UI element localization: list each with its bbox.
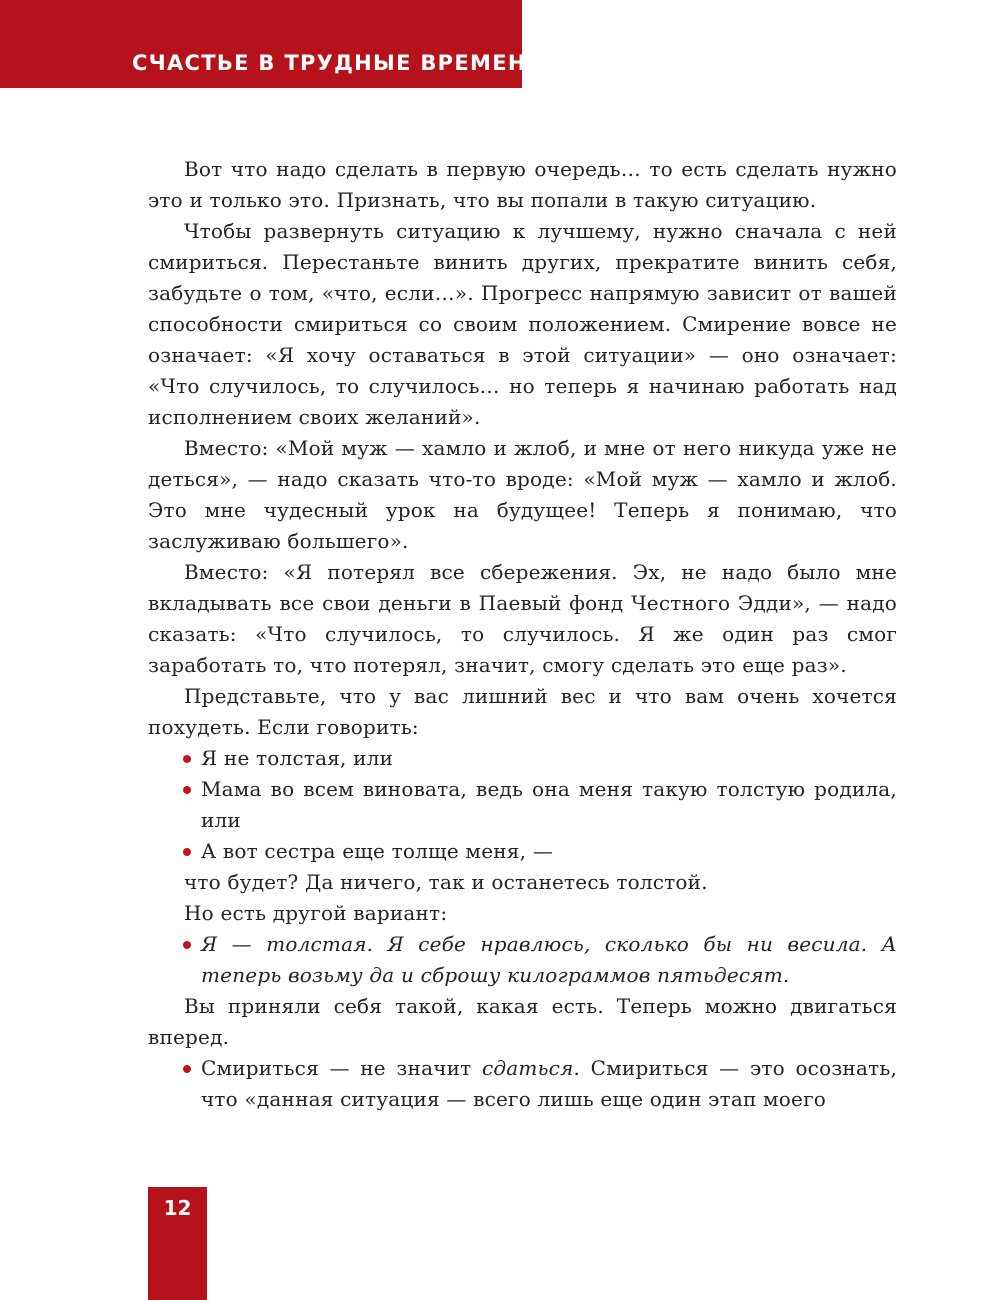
list-item-italic [148, 929, 897, 991]
bullet-dot-icon [183, 786, 191, 794]
bullet-dot-icon [183, 1065, 191, 1073]
paragraph-4: Вместо: «Я потерял все сбережения. Эх, не надо было мне вкладывать все свои деньги в Паевый фонд Честного Эдди», — надо сказать: «Что случилось, то случилось. Я же один раз смог заработать то, что потерял, значит, смогу сделать это еще раз». [148, 560, 897, 677]
paragraph-7: Но есть другой вариант: [184, 901, 448, 925]
list-item-text-emphasis: сдаться [482, 1056, 574, 1080]
paragraph-8: Вы приняли себя такой, какая есть. Теперь можно двигаться вперед. [148, 994, 897, 1049]
page-number: 12 [163, 1196, 192, 1220]
bullet-dot-icon [183, 755, 191, 763]
list-item-text: Я — толстая. Я себе нравлюсь, сколько бы ни весила. А теперь возьму да и сброшу килограммов пятьдесят. [201, 932, 897, 987]
list-item-text-part3: . Смириться — это осознать, что «данная ситуация — всего лишь еще один этап моего [201, 1056, 897, 1111]
list-item-text-part1: Смириться — не значит [201, 1056, 483, 1080]
page-body [148, 154, 897, 1115]
bullet-dot-icon [183, 848, 191, 856]
list-item [148, 774, 897, 836]
list-item-text: Мама во всем виновата, ведь она меня такую толстую родила, или [201, 777, 897, 832]
bullet-dot-icon [183, 941, 191, 949]
page-number-tab [148, 1187, 207, 1300]
list-item [148, 836, 897, 867]
paragraph-5: Представьте, что у вас лишний вес и что вам очень хочется похудеть. Если говорить: [148, 684, 897, 739]
list-item-text: Я не толстая, или [201, 746, 394, 770]
paragraph-3: Вместо: «Мой муж — хамло и жлоб, и мне от него никуда уже не деться», — надо сказать что-то вроде: «Мой муж — хамло и жлоб. Это мне чудесный урок на будущее! Теперь я понимаю, что заслуживаю большего». [148, 436, 897, 553]
paragraph-1: Вот что надо сделать в первую очередь… то есть сделать нужно это и только это. Признать, что вы попали в такую ситуацию. [148, 157, 897, 212]
paragraph-6: что будет? Да ничего, так и останетесь толстой. [184, 870, 708, 894]
header-band [0, 0, 545, 88]
paragraph-2: Чтобы развернуть ситуацию к лучшему, нужно сначала с ней смириться. Перестаньте винить других, прекратите винить себя, забудьте о том, «что, если…». Прогресс напрямую зависит от вашей способности смириться со своим положением. Смирение вовсе не означает: «Я хочу оставаться в этой ситуации» — оно означает: «Что случилось, то случилось… но теперь я начинаю работать над исполнением своих желаний». [148, 219, 897, 429]
list-item-text: А вот сестра еще толще меня, — [201, 839, 553, 863]
list-item [148, 743, 897, 774]
running-header-title: СЧАСТЬЕ В ТРУДНЫЕ ВРЕМЕНА [132, 51, 545, 75]
list-item [148, 1053, 897, 1115]
